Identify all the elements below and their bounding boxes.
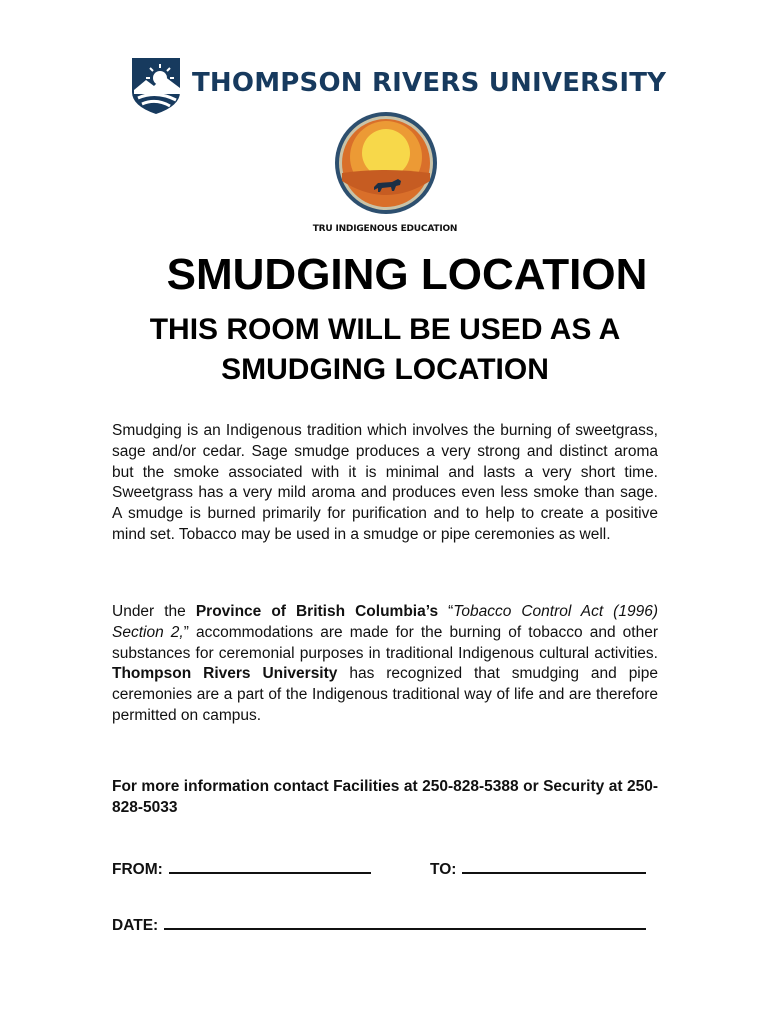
policy-text-3: ” accommodations are made for the burning of tobacco and other substances for ceremonial purposes in traditional Indigenous cultural activities. xyxy=(112,623,658,662)
university-name-bold: Thompson Rivers University xyxy=(112,665,338,683)
date-blank-line[interactable] xyxy=(164,914,646,930)
page-title: SMUDGING LOCATION xyxy=(166,250,648,299)
from-blank-line[interactable] xyxy=(169,858,371,874)
subtitle-line-1: THIS ROOM WILL BE USED AS A xyxy=(149,313,621,346)
to-field xyxy=(430,858,646,879)
indigenous-education-sun-icon xyxy=(334,111,438,215)
province-name: Province of British Columbia’s xyxy=(195,603,439,620)
tru-shield-icon xyxy=(130,54,182,116)
from-field xyxy=(112,858,371,879)
from-label: FROM: xyxy=(112,861,163,878)
act-name: Tobacco Control Act (1996) Section 2, xyxy=(112,603,658,641)
university-name: THOMPSON RIVERS UNIVERSITY xyxy=(192,68,667,98)
contact-info: For more information contact Facilities at 250-828-5388 or Security at 250-828-5033 xyxy=(112,778,658,816)
date-field xyxy=(112,914,646,935)
to-label: TO: xyxy=(430,861,457,878)
policy-text-4: has recognized that smudging and pipe ceremonies are a part of the Indigenous traditional way of life and are therefore permitted on campus. xyxy=(112,665,658,724)
smudging-description: Smudging is an Indigenous tradition which involves the burning of sweetgrass, sage and/or cedar. Sage smudge produces a very strong and distinct aroma but the smoke associated with it is minimal and lasts a very short time. Sweetgrass has a very mild aroma and produces even less smoke than sage. A smudge is burned primarily for purification and to help to create a positive mind set. Tobacco may be used in a smudge or pipe ceremonies as well. xyxy=(112,422,658,543)
policy-text-2: “ xyxy=(438,603,454,620)
to-blank-line[interactable] xyxy=(462,858,646,874)
policy-paragraph xyxy=(112,602,658,727)
policy-text-1: Under the xyxy=(112,603,196,620)
date-label: DATE: xyxy=(112,917,159,934)
subtitle-line-2: SMUDGING LOCATION xyxy=(221,353,549,386)
emblem-caption: TRU INDIGENOUS EDUCATION xyxy=(312,224,458,234)
page-subtitle xyxy=(0,310,770,390)
